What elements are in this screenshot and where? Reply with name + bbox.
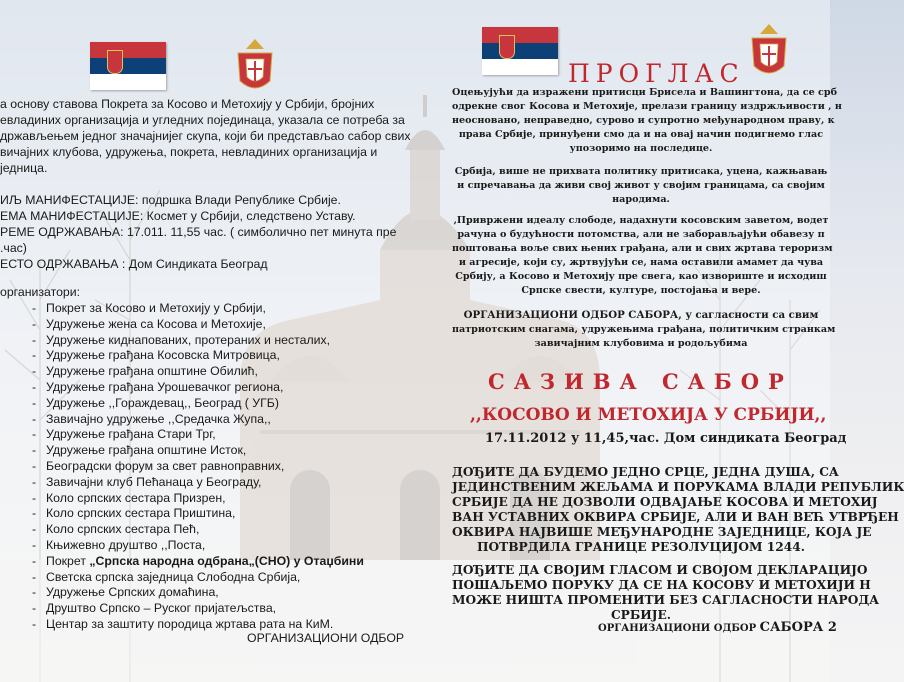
proclamation-line: ,Привржени идеалу слободе, надахнути косовским заветом, водет [453, 215, 829, 226]
event-goal: ИЉ МАНИФЕСТАЦИЈЕ: подршка Влади Републике Србије. [0, 193, 341, 207]
event-time: РЕМЕ ОДРЖАВАЊА: 17.011. 11,55 час. ( симболично пет минута пре [0, 225, 397, 239]
list-item: - Удружење киднапованих, протераних и несталих, [46, 333, 364, 349]
proclamation-line: и спречавања да живи свој живот у својим границама, са својим [457, 180, 825, 191]
list-item: - Удружење грађана општине Обилић, [46, 364, 364, 380]
list-item: - Удружење грађана Косовска Митровица, [46, 348, 364, 364]
appeal-line: ЈЕДИНСТВЕНИМ ЖЕЉАМА И ПОРУКАМА ВЛАДИ РЕПУБЛИК [452, 480, 904, 494]
appeal-line: ОКВИРА НАЈВИШЕ МЕЂУНАРОДНЕ ЗАЈЕДНИЦЕ, КОЈА ЈЕ [452, 525, 872, 539]
proclamation-line: завичајним клубовима и родољубима [534, 338, 748, 349]
serbian-coat-of-arms-right [750, 22, 788, 80]
proclamation-line: неосновано, неправедно, сурово и супротно међународном праву, к [452, 115, 835, 126]
proclamation-line: поштовања воље свих њених грађана, али и свих жртава тероризм [452, 243, 833, 254]
list-item: - Удружење ,,Гораждевац,, Београд ( УГБ) [46, 396, 364, 412]
intro-line: држављењем једног значајнијег скупа, који би представљао сабор свих [0, 129, 411, 143]
list-item: - Књижевно друштво ,,Поста, [46, 538, 364, 554]
list-item: - Удружење Српских домаћина, [46, 585, 364, 601]
list-item: - Коло српских сестара Призрен, [46, 491, 364, 507]
appeal-line: ВАН УСТАВНИХ ОКВИРА СРБИЈЕ, АЛИ И ВАН ВЕЋ УТВРЂЕН [452, 510, 899, 524]
intro-line: а основу ставова Покрета за Косово и Метохију у Србији, бројних [0, 97, 375, 111]
organizers-label: организатори: [0, 285, 81, 299]
proclamation-line: рачуна о будућности потомства, али не заборављајући обавезу п [457, 229, 825, 240]
proclamation-line: одрекне свог Косова и Метохије, прелази границу издржљивости , н [452, 101, 842, 112]
event-time-cont: .час) [0, 241, 27, 255]
list-item: - Завичајно удружење ,,Средачка Жупа,, [46, 412, 364, 428]
right-signature [598, 620, 837, 635]
signature-committee: ОРГАНИЗАЦИОНИ ОДБОР [598, 623, 757, 634]
intro-line: вичајних клубова, удружења, покрета, невладиних организација и [0, 145, 378, 159]
list-item: - Коло српских сестара Пећ, [46, 522, 364, 538]
list-item: - Центар за заштиту породица жртава рата на КиМ. [46, 617, 364, 633]
organizers-list [46, 301, 364, 633]
list-item: - Завичајни клуб Пећанаца у Београду, [46, 475, 364, 491]
serbian-flag-right [482, 27, 558, 75]
proclamation-line: патриотским снагама, удружењима грађана, политичким странкам [452, 324, 836, 335]
list-item [46, 554, 364, 570]
appeal-line: ПОТВРДИЛА ГРАНИЦЕ РЕЗОЛУЦИЈОМ 1244. [477, 540, 805, 554]
list-item: - Удружење жена са Косова и Метохије, [46, 317, 364, 333]
event-theme: ЕМА МАНИФЕСТАЦИЈЕ: Космет у Србији, следствено Уставу. [0, 209, 356, 223]
appeal-line: ПОШАЉЕМО ПОРУКУ ДА СЕ НА КОСОВУ И МЕТОХИЈИ Н [452, 578, 871, 592]
appeal-line: ДОЂИТЕ ДА СВОЈИМ ГЛАСОМ И СВОЈОМ ДЕКЛАРАЦИЈО [452, 563, 868, 577]
list-item: - Друштво Српско – Руског пријатељства, [46, 601, 364, 617]
list-item: - Удружење грађана општине Исток, [46, 443, 364, 459]
appeal-line: СРБИЈЕ. [610, 608, 672, 622]
left-signature: ОРГАНИЗАЦИОНИ ОДБОР [247, 631, 405, 645]
proclamation-title: ПРОГЛАС [568, 59, 745, 88]
list-item: - Удружење грађана Урошевачког региона, [46, 380, 364, 396]
proclamation-line: народима. [612, 194, 670, 205]
proclamation-line: Оцењујући да изражени притисци Брисела и Вашингтона, да се срб [452, 87, 837, 98]
proclamation-line: и агресије, који су, жртвујући се, нама оставили амамет да чува [458, 257, 824, 268]
list-item: - Светска српска заједница Слободна Србија, [46, 570, 364, 586]
proclamation-line: Србију, а Косово и Метохију пре свега, као извориште и исходиш [455, 271, 827, 282]
list-item: - Коло српских сестара Приштина, [46, 506, 364, 522]
appeal-line: ДОЂИТЕ ДА БУДЕМО ЈЕДНО СРЦЕ, ЈЕДНА ДУША, СА [452, 465, 839, 479]
proclamation-line: Српске свести, културе, постојања и вере. [521, 285, 761, 296]
list-item: - Београдски форум за свет равноправних, [46, 459, 364, 475]
list-item-prefix: Покрет [46, 553, 90, 568]
serbian-coat-of-arms-left [236, 37, 274, 95]
list-item: - Удружење грађана Стари Трг, [46, 427, 364, 443]
assembly-date-place: 17.11.2012 у 11,45,час. Дом синдиката Београд [485, 431, 847, 446]
proclamation-line: упозоримо на последице. [569, 143, 713, 154]
intro-line: једница. [0, 161, 48, 175]
assembly-slogan: ,,КОСОВО И МЕТОХИЈА У СРБИЈИ,, [470, 405, 827, 425]
convenes-assembly-heading: САЗИВА САБОР [488, 369, 793, 394]
serbian-flag-left [90, 42, 166, 90]
list-item-bold: „Српска народна одбрана„(СНО) у Отаџбини [89, 553, 364, 568]
proclamation-line: ОРГАНИЗАЦИОНИ ОДБОР САБОРА, у сагласности са свим [463, 309, 819, 321]
signature-assembly: САБОРА 2 [759, 620, 837, 635]
list-item: - Покрет за Косово и Метохију у Србији, [46, 301, 364, 317]
proclamation-line: Србија, више не прихвата политику притисака, уцена, кажњавањ [454, 166, 828, 177]
proclamation-line: права Србије, принуђени смо да и на овај начин подигнемо глас [458, 129, 824, 140]
event-place: ЕСТО ОДРЖАВАЊА : Дом Синдиката Београд [0, 257, 268, 271]
intro-line: евладиних организација и угледних појединаца, указала се потреба за [0, 113, 405, 127]
appeal-line: МОЖЕ НИШТА ПРОМЕНИТИ БЕЗ САГЛАСНОСТИ НАРОДА [452, 593, 880, 607]
appeal-line: СРБИЈЕ ДА НЕ ДОЗВОЛИ ОДВАЈАЊЕ КОСОВА И МЕТОХИЈ [452, 495, 878, 509]
